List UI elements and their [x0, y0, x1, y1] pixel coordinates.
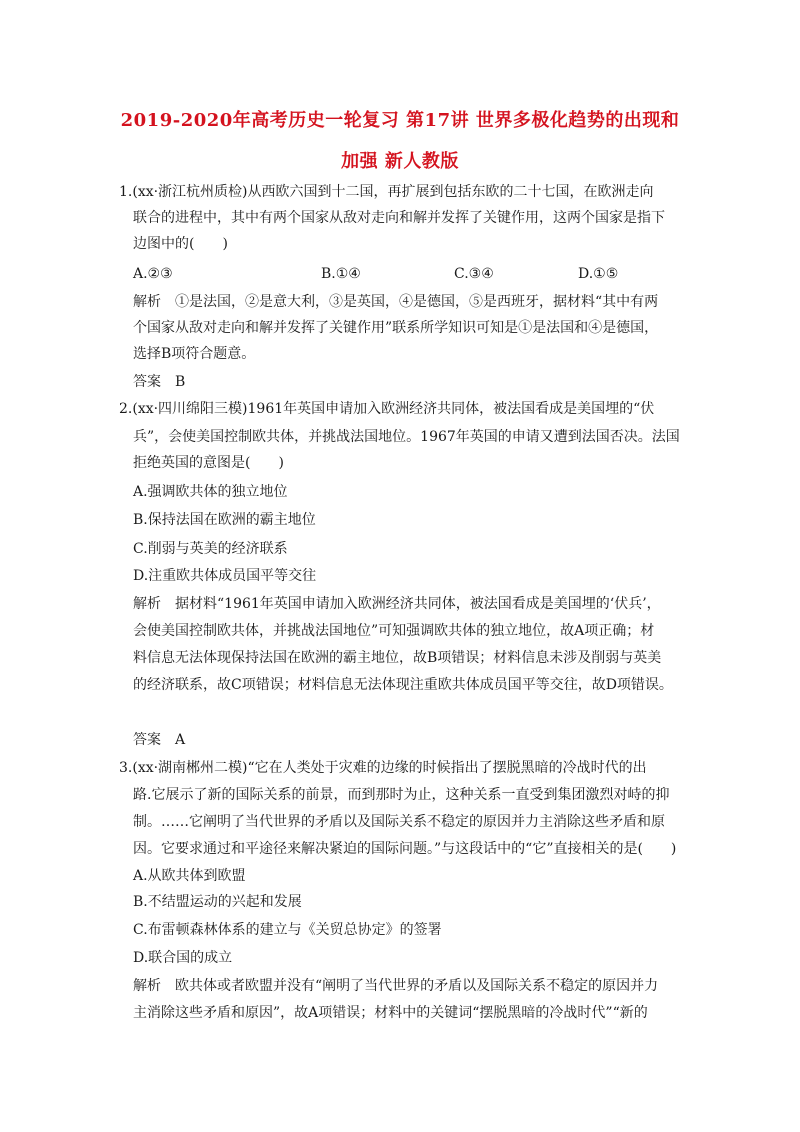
- q2-stem-line-2: 兵”，会使美国控制欧共体，并挑战法国地位。1967年英国的申请又遭到法国否决。法国: [133, 429, 680, 445]
- q3-option-c: C.布雷顿森林体系的建立与《关贸总协定》的签署: [133, 922, 442, 938]
- q3-option-d: D.联合国的成立: [133, 950, 233, 966]
- q1-stem-line-3: 边图中的( ): [133, 236, 228, 252]
- q2-stem-line-3: 拒绝英国的意图是( ): [133, 455, 284, 471]
- q2-analysis-line-1: 解析 据材料“1961年英国申请加入欧洲经济共同体，被法国看成是美国埋的‘伏兵’，: [133, 596, 661, 612]
- q2-option-d: D.注重欧共体成员国平等交往: [133, 568, 317, 584]
- q2-option-a: A.强调欧共体的独立地位: [133, 484, 288, 500]
- q3-stem-line-1: 3.(xx·湖南郴州二模)“它在人类处于灾难的边缘的时候指出了摆脱黑暗的冷战时代的出: [119, 760, 647, 776]
- q3-analysis-line-2: 主消除这些矛盾和原因”，故A项错误；材料中的关键词“摆脱黑暗的冷战时代”“新的: [133, 1005, 648, 1021]
- q1-option-c: C.③④: [454, 266, 494, 282]
- q3-option-a: A.从欧共体到欧盟: [133, 868, 246, 884]
- q3-stem-line-3: 制。……它阐明了当代世界的矛盾以及国际关系不稳定的原因并力主消除这些矛盾和原: [133, 814, 665, 830]
- q1-option-d: D.①⑤: [578, 266, 619, 282]
- q1-analysis-line-1: 解析 ①是法国，②是意大利，③是英国，④是德国，⑤是西班牙，据材料“其中有两: [133, 294, 659, 310]
- q3-stem-line-4: 因。它要求通过和平途径来解决紧迫的国际问题。”与这段话中的“它”直接相关的是( ): [133, 841, 677, 857]
- q2-analysis-line-2: 会使美国控制欧共体，并挑战法国地位”可知强调欧共体的独立地位，故A项正确；材: [133, 623, 655, 639]
- q3-option-b: B.不结盟运动的兴起和发展: [133, 894, 302, 910]
- q1-option-b: B.①④: [321, 266, 361, 282]
- q1-option-a: A.②③: [133, 266, 173, 282]
- document-title-line-1: 2019-2020年高考历史一轮复习 第17讲 世界多极化趋势的出现和: [120, 110, 680, 131]
- q1-answer: 答案 B: [133, 374, 186, 390]
- q2-stem-line-1: 2.(xx·四川绵阳三模)1961年英国申请加入欧洲经济共同体，被法国看成是美国埋的“伏: [119, 401, 655, 417]
- q3-analysis-line-1: 解析 欧共体或者欧盟并没有“阐明了当代世界的矛盾以及国际关系不稳定的原因并力: [133, 978, 659, 994]
- q3-stem-line-2: 路.它展示了新的国际关系的前景，而到那时为止，这种关系一直受到集团激烈对峙的抑: [133, 787, 670, 803]
- q2-analysis-line-4: 的经济联系，故C项错误；材料信息无法体现注重欧共体成员国平等交往，故D项错误。: [133, 677, 673, 693]
- q1-analysis-line-3: 选择B项符合题意。: [133, 346, 256, 362]
- q1-stem-line-1: 1.(xx·浙江杭州质检)从西欧六国到十二国，再扩展到包括东欧的二十七国，在欧洲走向: [119, 184, 654, 200]
- q2-analysis-line-3: 料信息无法体现保持法国在欧洲的霸主地位，故B项错误；材料信息未涉及削弱与英美: [133, 650, 662, 666]
- q2-option-c: C.削弱与英美的经济联系: [133, 541, 288, 557]
- q2-option-b: B.保持法国在欧洲的霸主地位: [133, 512, 316, 528]
- document-title-line-2: 加强 新人教版: [341, 151, 459, 172]
- q2-answer: 答案 A: [133, 732, 186, 748]
- q1-stem-line-2: 联合的进程中，其中有两个国家从敌对走向和解并发挥了关键作用，这两个国家是指下: [133, 210, 665, 226]
- q1-analysis-line-2: 个国家从敌对走向和解并发挥了关键作用”联系所学知识可知是①是法国和④是德国，: [133, 320, 659, 336]
